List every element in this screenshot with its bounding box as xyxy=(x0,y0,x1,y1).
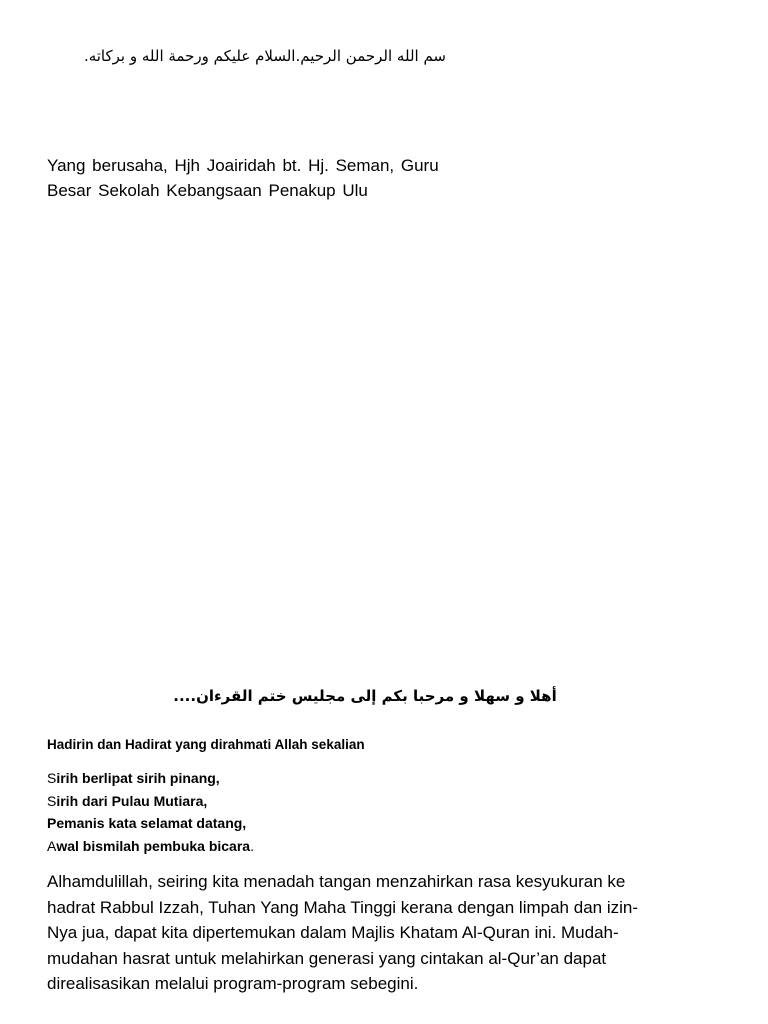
pantun-line xyxy=(47,835,254,858)
intro-line-1: Yang berusaha, Hjh Joairidah bt. Hj. Seman, Guru xyxy=(47,156,439,175)
intro-address xyxy=(47,153,487,203)
pantun-line-initial: A xyxy=(47,837,57,854)
arabic-greeting: سم الله الرحمن الرحيم.السلام عليكم ورحمة الله و بركاته. xyxy=(83,47,446,65)
pantun-line xyxy=(47,812,254,835)
pantun-line-text: wal bismilah pembuka bicara xyxy=(56,837,251,854)
paragraph-line: mudahan hasrat untuk melahirkan generasi yang cintakan al-Qur’an dapat xyxy=(47,948,607,968)
pantun-line-text: irih dari Pulau Mutiara, xyxy=(56,792,208,809)
paragraph-line: direalisasikan melalui program-program sebegini. xyxy=(47,974,419,993)
salutation: Hadirin dan Hadirat yang dirahmati Allah sekalian xyxy=(47,737,365,752)
pantun-verse xyxy=(47,767,254,857)
pantun-line-text: irih berlipat sirih pinang, xyxy=(56,770,220,786)
pantun-line xyxy=(47,790,254,813)
paragraph-line: hadrat Rabbul Izzah, Tuhan Yang Maha Tinggi kerana dengan limpah dan izin- xyxy=(47,897,638,917)
pantun-line-tail: . xyxy=(250,837,254,854)
paragraph-line: Alhamdulillah, seiring kita menadah tangan menzahirkan rasa kesyukuran ke xyxy=(47,872,626,891)
pantun-line xyxy=(47,767,254,790)
pantun-line-initial: S xyxy=(47,770,57,786)
pantun-line-text: Pemanis kata selamat datang, xyxy=(47,815,247,831)
arabic-welcome: أهلا و سهلا و مرحبا بكم إلى مجليس ختم القرءان.... xyxy=(173,687,557,705)
body-paragraph xyxy=(47,869,717,997)
intro-line-2: Besar Sekolah Kebangsaan Penakup Ulu xyxy=(47,181,368,200)
pantun-line-initial: S xyxy=(47,792,57,809)
paragraph-line: Nya jua, dapat kita dipertemukan dalam Majlis Khatam Al-Quran ini. Mudah- xyxy=(47,923,619,942)
